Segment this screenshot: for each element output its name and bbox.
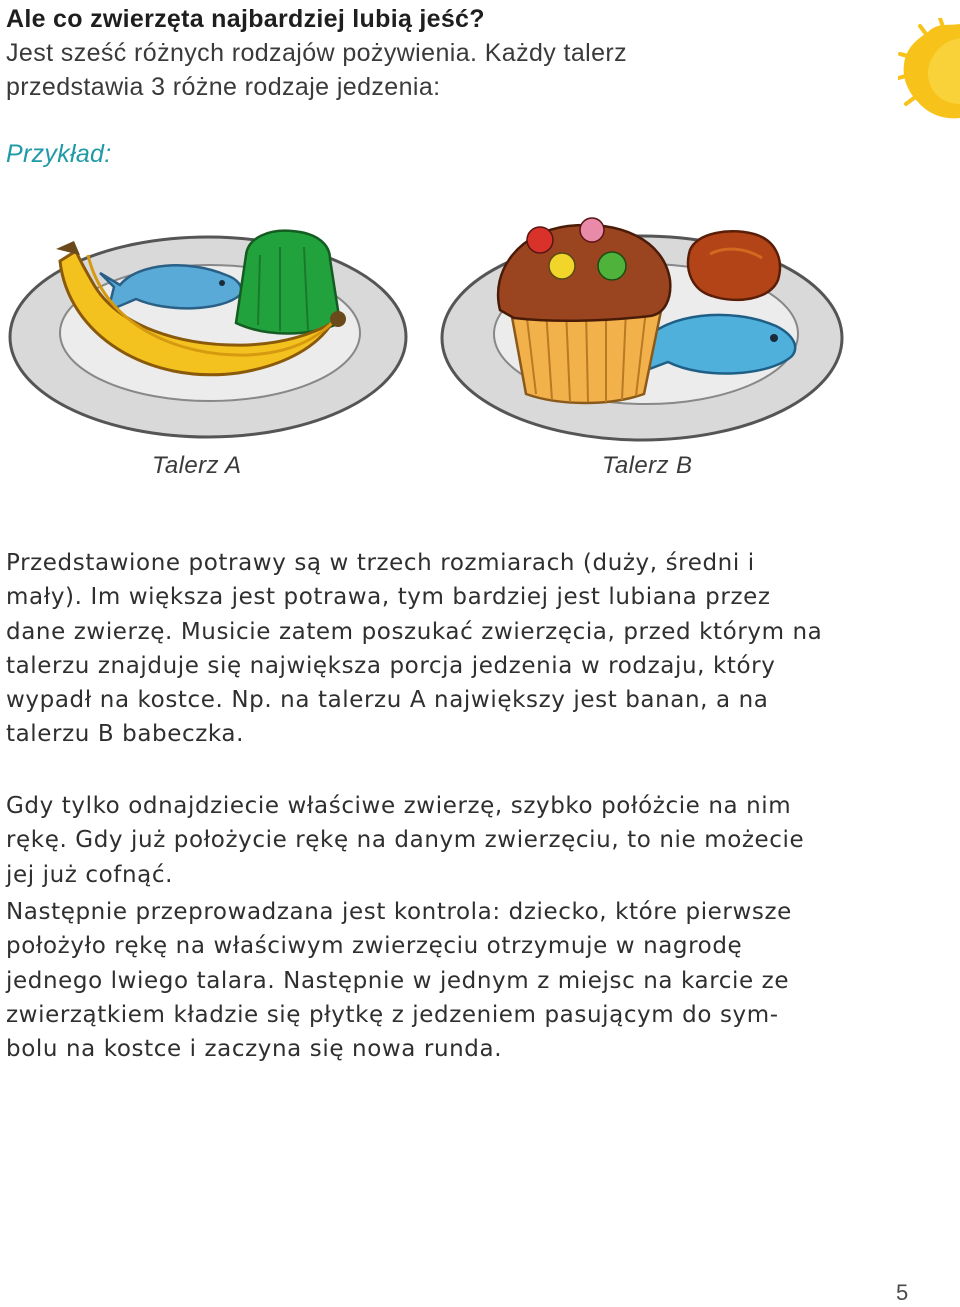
paragraph-line: talerzu B babeczka. — [6, 721, 245, 748]
intro-block — [6, 2, 866, 104]
jelly-icon — [236, 231, 340, 334]
paragraph-line: położyło rękę na właściwym zwierzęciu otrzymuje w nagrodę — [6, 933, 743, 960]
paragraph-line: bolu na kostce i zaczyna się nowa runda. — [6, 1036, 503, 1063]
meat-icon — [688, 231, 780, 299]
paragraph-line: mały). Im większa jest potrawa, tym bardziej jest lubiana przez — [6, 584, 771, 611]
sun-decoration-icon — [898, 18, 960, 122]
paragraph-rules-check — [6, 895, 906, 1066]
section-heading: Ale co zwierzęta najbardziej lubią jeść? — [6, 5, 485, 33]
paragraph-line: Gdy tylko odnajdziecie właściwe zwierzę, szybko połóżcie na nim — [6, 793, 792, 819]
paragraph-line: Następnie przeprowadzana jest kontrola: dziecko, które pierwsze — [6, 899, 792, 925]
plate-b-caption: Talerz B — [602, 452, 693, 479]
intro-line-1: Jest sześć różnych rodzajów pożywienia. Każdy talerz — [6, 39, 628, 67]
paragraph-line: jednego lwiego talara. Następnie w jednym z miejsc na karcie ze — [6, 967, 790, 994]
paragraph-line: dane zwierzę. Musicie zatem poszukać zwierzęcia, przed którym na — [6, 618, 823, 645]
paragraph-rules-size — [6, 546, 906, 752]
intro-line-2: przedstawia 3 różne rodzaje jedzenia: — [6, 73, 441, 101]
plate-a-caption: Talerz A — [152, 452, 242, 479]
paragraph-line: zwierzątkiem kładzie się płytkę z jedzeniem pasującym do sym- — [6, 1001, 779, 1028]
paragraph-line: Przedstawione potrawy są w trzech rozmiarach (duży, średni i — [6, 550, 755, 576]
paragraph-line: wypadł na kostce. Np. na talerzu A największy jest banan, a na — [6, 687, 769, 714]
plate-a-illustration — [8, 215, 408, 440]
plate-b-illustration — [440, 210, 848, 445]
paragraph-line: rękę. Gdy już położycie rękę na danym zwierzęciu, to nie możecie — [6, 827, 805, 854]
page-number: 5 — [896, 1280, 909, 1305]
cupcake-icon — [498, 218, 670, 403]
paragraph-line: talerzu znajduje się największa porcja jedzenia w rodzaju, który — [6, 652, 776, 679]
paragraph-rules-hand — [6, 789, 906, 892]
paragraph-line: jej już cofnąć. — [6, 861, 174, 888]
example-label: Przykład: — [6, 140, 112, 168]
